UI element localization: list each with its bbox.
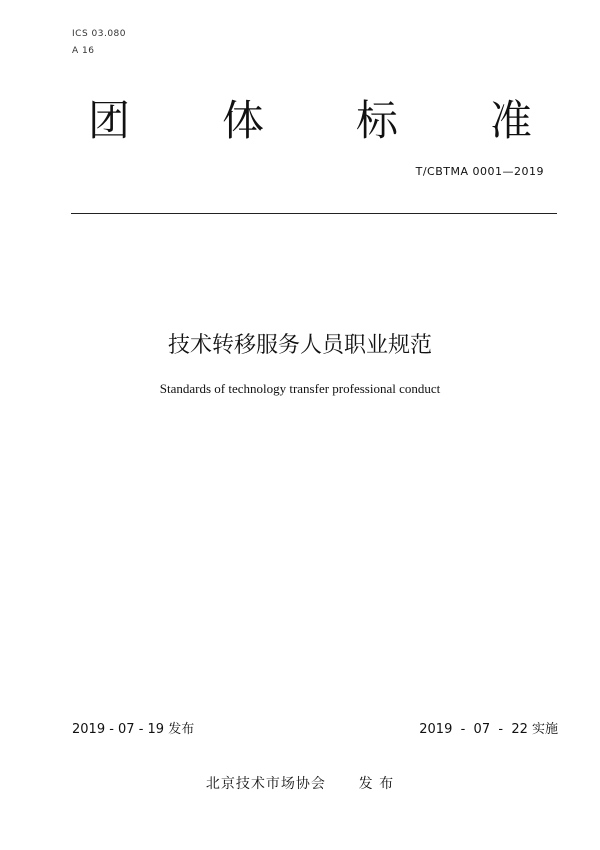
category-title-char: 体 [222, 96, 265, 145]
header-divider [71, 213, 557, 214]
category-title-char: 准 [490, 96, 533, 145]
ics-code: ICS 03.080 [72, 29, 127, 39]
issue-date: 2019 - 07 - 19 发布 [72, 722, 195, 737]
implementation-date: 2019 - 07 - 22 实施 [419, 722, 558, 737]
publisher: 北京技术市场协会 发 布 [205, 776, 395, 792]
category-title-char: 标 [356, 96, 399, 145]
document-title-zh: 技术转移服务人员职业规范 [167, 333, 432, 358]
category-title-char: 团 [88, 96, 131, 145]
ccs-code: A 16 [72, 46, 95, 56]
document-title-en: Standards of technology transfer professional conduct [159, 381, 441, 396]
standard-number: T/CBTMA 0001—2019 [415, 165, 544, 178]
